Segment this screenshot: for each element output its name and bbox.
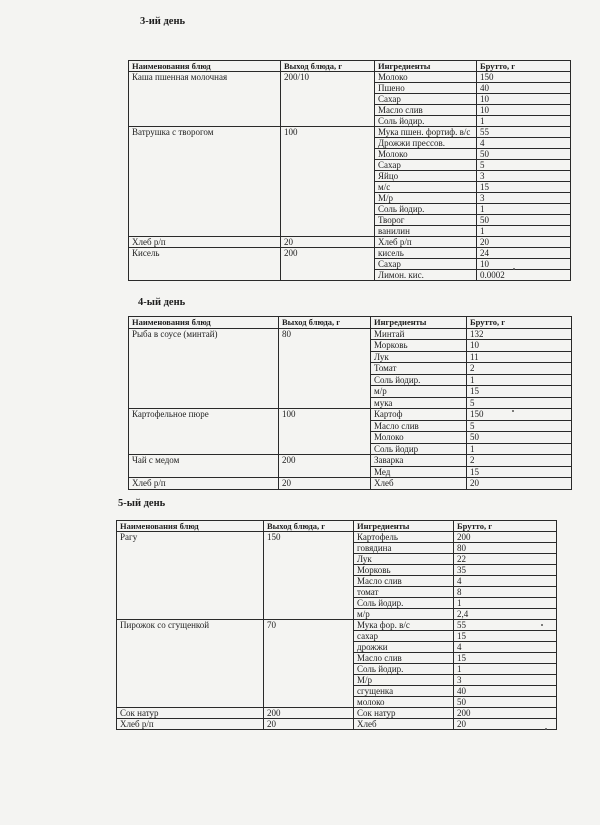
dish-yield: 200 bbox=[264, 708, 354, 719]
ingredient-name: Соль йодир. bbox=[375, 204, 477, 215]
ingredient-gross: 3 bbox=[477, 171, 571, 182]
ingredient-name: Творог bbox=[375, 215, 477, 226]
ingredient-name: ванилин bbox=[375, 226, 477, 237]
ingredient-name: Хлеб р/п bbox=[375, 237, 477, 248]
ingredient-name: М/р bbox=[375, 193, 477, 204]
ingredient-gross: 80 bbox=[454, 543, 557, 554]
ingredient-gross: 1 bbox=[477, 204, 571, 215]
ingredient-name: Хлеб bbox=[354, 719, 454, 730]
ingredient-gross: 1 bbox=[454, 664, 557, 675]
ingredient-name: Лук bbox=[354, 554, 454, 565]
ingredient-gross: 5 bbox=[477, 160, 571, 171]
dish-name: Картофельное пюре bbox=[129, 409, 279, 455]
dish-name: Сок натур bbox=[117, 708, 264, 719]
ingredient-gross: 50 bbox=[454, 697, 557, 708]
dish-name: Рыба в соусе (минтай) bbox=[129, 328, 279, 409]
ingredient-name: Соль йодир. bbox=[354, 664, 454, 675]
scan-speck bbox=[545, 728, 547, 730]
header-ingredients: Ингредиенты bbox=[371, 317, 467, 329]
ingredient-name: Яйцо bbox=[375, 171, 477, 182]
dish-name: Хлеб р/п bbox=[129, 237, 281, 248]
ingredient-gross: 15 bbox=[454, 631, 557, 642]
ingredient-name: Соль йодир. bbox=[354, 598, 454, 609]
ingredient-name: м/р bbox=[354, 609, 454, 620]
ingredient-gross: 20 bbox=[467, 478, 572, 490]
ingredient-gross: 11 bbox=[467, 351, 572, 363]
dish-name: Ватрушка с творогом bbox=[129, 127, 281, 237]
ingredient-row bbox=[129, 72, 571, 83]
ingredient-gross: 22 bbox=[454, 554, 557, 565]
ingredient-gross: 1 bbox=[467, 443, 572, 455]
ingredient-name: Соль йодир. bbox=[375, 116, 477, 127]
ingredient-row bbox=[129, 455, 572, 467]
ingredient-gross: 3 bbox=[454, 675, 557, 686]
ingredient-name: Сахар bbox=[375, 259, 477, 270]
ingredient-name: Морковь bbox=[354, 565, 454, 576]
day-title: 5-ый день bbox=[118, 498, 166, 509]
ingredient-gross: 10 bbox=[477, 94, 571, 105]
day-title: 4-ый день bbox=[138, 297, 186, 308]
ingredient-gross: 15 bbox=[454, 653, 557, 664]
ingredient-row bbox=[129, 478, 572, 490]
header-yield: Выход блюда, г bbox=[279, 317, 371, 329]
ingredient-row bbox=[129, 237, 571, 248]
ingredient-name: Хлеб bbox=[371, 478, 467, 490]
ingredient-gross: 10 bbox=[477, 259, 571, 270]
ingredient-gross: 5 bbox=[467, 420, 572, 432]
ingredient-gross: 3 bbox=[477, 193, 571, 204]
dish-yield: 80 bbox=[279, 328, 371, 409]
ingredient-gross: 55 bbox=[454, 620, 557, 631]
ingredient-name: Картоф bbox=[371, 409, 467, 421]
ingredient-gross: 2 bbox=[467, 363, 572, 375]
ingredient-gross: 50 bbox=[477, 149, 571, 160]
menu-table-day-5 bbox=[116, 520, 557, 730]
ingredient-name: Лимон. кис. bbox=[375, 270, 477, 281]
ingredient-name: Дрожжи прессов. bbox=[375, 138, 477, 149]
ingredient-gross: 4 bbox=[477, 138, 571, 149]
ingredient-name: Мука пшен. фортиф. в/с bbox=[375, 127, 477, 138]
ingredient-name: Молоко bbox=[375, 72, 477, 83]
ingredient-name: м/с bbox=[375, 182, 477, 193]
ingredient-name: Молоко bbox=[375, 149, 477, 160]
ingredient-gross: 1 bbox=[477, 226, 571, 237]
dish-yield: 70 bbox=[264, 620, 354, 708]
ingredient-row bbox=[117, 532, 557, 543]
ingredient-name: Заварка bbox=[371, 455, 467, 467]
ingredient-name: Соль йодир. bbox=[371, 374, 467, 386]
ingredient-name: Картофель bbox=[354, 532, 454, 543]
day-title: 3-ий день bbox=[140, 16, 186, 27]
ingredient-name: м/р bbox=[371, 386, 467, 398]
ingredient-gross: 1 bbox=[477, 116, 571, 127]
dish-yield: 20 bbox=[264, 719, 354, 730]
ingredient-gross: 50 bbox=[467, 432, 572, 444]
ingredient-name: Молоко bbox=[371, 432, 467, 444]
dish-name: Каша пшенная молочная bbox=[129, 72, 281, 127]
ingredient-row bbox=[129, 328, 572, 340]
ingredient-name: томат bbox=[354, 587, 454, 598]
ingredient-name: Масло слив bbox=[375, 105, 477, 116]
ingredient-gross: 50 bbox=[477, 215, 571, 226]
ingredient-row bbox=[129, 127, 571, 138]
dish-yield: 200/10 bbox=[281, 72, 375, 127]
dish-name: Хлеб р/п bbox=[117, 719, 264, 730]
dish-name: Кисель bbox=[129, 248, 281, 281]
ingredient-gross: 200 bbox=[454, 532, 557, 543]
ingredient-name: кисель bbox=[375, 248, 477, 259]
scan-speck bbox=[513, 268, 515, 270]
ingredient-row bbox=[129, 248, 571, 259]
header-ingredients: Ингредиенты bbox=[375, 61, 477, 72]
ingredient-gross: 1 bbox=[454, 598, 557, 609]
ingredient-name: Масло слив bbox=[354, 653, 454, 664]
ingredient-gross: 20 bbox=[477, 237, 571, 248]
ingredient-row bbox=[117, 708, 557, 719]
ingredient-name: Морковь bbox=[371, 340, 467, 352]
ingredient-name: Пшено bbox=[375, 83, 477, 94]
header-dish: Наименования блюд bbox=[129, 317, 279, 329]
ingredient-name: говядина bbox=[354, 543, 454, 554]
ingredient-name: Масло слив bbox=[354, 576, 454, 587]
dish-name: Хлеб р/п bbox=[129, 478, 279, 490]
ingredient-name: Минтай bbox=[371, 328, 467, 340]
ingredient-gross: 0.0002 bbox=[477, 270, 571, 281]
ingredient-gross: 40 bbox=[454, 686, 557, 697]
header-ingredients: Ингредиенты bbox=[354, 521, 454, 532]
ingredient-gross: 55 bbox=[477, 127, 571, 138]
ingredient-name: сгущенка bbox=[354, 686, 454, 697]
dish-name: Рагу bbox=[117, 532, 264, 620]
menu-table-day-4 bbox=[128, 316, 572, 490]
ingredient-gross: 150 bbox=[467, 409, 572, 421]
ingredient-gross: 15 bbox=[467, 466, 572, 478]
dish-yield: 100 bbox=[279, 409, 371, 455]
ingredient-name: дрожжи bbox=[354, 642, 454, 653]
dish-yield: 200 bbox=[279, 455, 371, 478]
header-yield: Выход блюда, г bbox=[281, 61, 375, 72]
dish-name: Пирожок со сгущенкой bbox=[117, 620, 264, 708]
ingredient-name: Томат bbox=[371, 363, 467, 375]
ingredient-gross: 4 bbox=[454, 642, 557, 653]
scan-speck bbox=[512, 410, 514, 412]
ingredient-gross: 5 bbox=[467, 397, 572, 409]
ingredient-gross: 35 bbox=[454, 565, 557, 576]
ingredient-gross: 150 bbox=[477, 72, 571, 83]
ingredient-gross: 1 bbox=[467, 374, 572, 386]
ingredient-name: Соль йодир bbox=[371, 443, 467, 455]
ingredient-name: сахар bbox=[354, 631, 454, 642]
ingredient-row bbox=[117, 620, 557, 631]
ingredient-name: Масло слив bbox=[371, 420, 467, 432]
header-gross: Брутто, г bbox=[477, 61, 571, 72]
scan-speck bbox=[541, 624, 543, 626]
ingredient-gross: 40 bbox=[477, 83, 571, 94]
dish-yield: 20 bbox=[281, 237, 375, 248]
ingredient-gross: 8 bbox=[454, 587, 557, 598]
ingredient-gross: 2,4 bbox=[454, 609, 557, 620]
dish-name: Чай с медом bbox=[129, 455, 279, 478]
ingredient-name: Сахар bbox=[375, 94, 477, 105]
ingredient-name: молоко bbox=[354, 697, 454, 708]
dish-yield: 20 bbox=[279, 478, 371, 490]
ingredient-gross: 132 bbox=[467, 328, 572, 340]
ingredient-name: Мука фор. в/с bbox=[354, 620, 454, 631]
ingredient-name: Лук bbox=[371, 351, 467, 363]
ingredient-name: Мед bbox=[371, 466, 467, 478]
ingredient-gross: 20 bbox=[454, 719, 557, 730]
ingredient-gross: 4 bbox=[454, 576, 557, 587]
ingredient-row bbox=[117, 719, 557, 730]
ingredient-gross: 10 bbox=[467, 340, 572, 352]
header-dish: Наименования блюд bbox=[117, 521, 264, 532]
ingredient-gross: 15 bbox=[467, 386, 572, 398]
ingredient-row bbox=[129, 409, 572, 421]
header-gross: Брутто, г bbox=[454, 521, 557, 532]
header-yield: Выход блюда, г bbox=[264, 521, 354, 532]
ingredient-name: Сахар bbox=[375, 160, 477, 171]
ingredient-name: мука bbox=[371, 397, 467, 409]
ingredient-gross: 200 bbox=[454, 708, 557, 719]
ingredient-name: М/р bbox=[354, 675, 454, 686]
ingredient-gross: 15 bbox=[477, 182, 571, 193]
dish-yield: 100 bbox=[281, 127, 375, 237]
dish-yield: 150 bbox=[264, 532, 354, 620]
ingredient-name: Сок натур bbox=[354, 708, 454, 719]
ingredient-gross: 24 bbox=[477, 248, 571, 259]
ingredient-gross: 2 bbox=[467, 455, 572, 467]
header-dish: Наименования блюд bbox=[129, 61, 281, 72]
ingredient-gross: 10 bbox=[477, 105, 571, 116]
menu-table-day-3 bbox=[128, 60, 571, 281]
dish-yield: 200 bbox=[281, 248, 375, 281]
header-gross: Брутто, г bbox=[467, 317, 572, 329]
